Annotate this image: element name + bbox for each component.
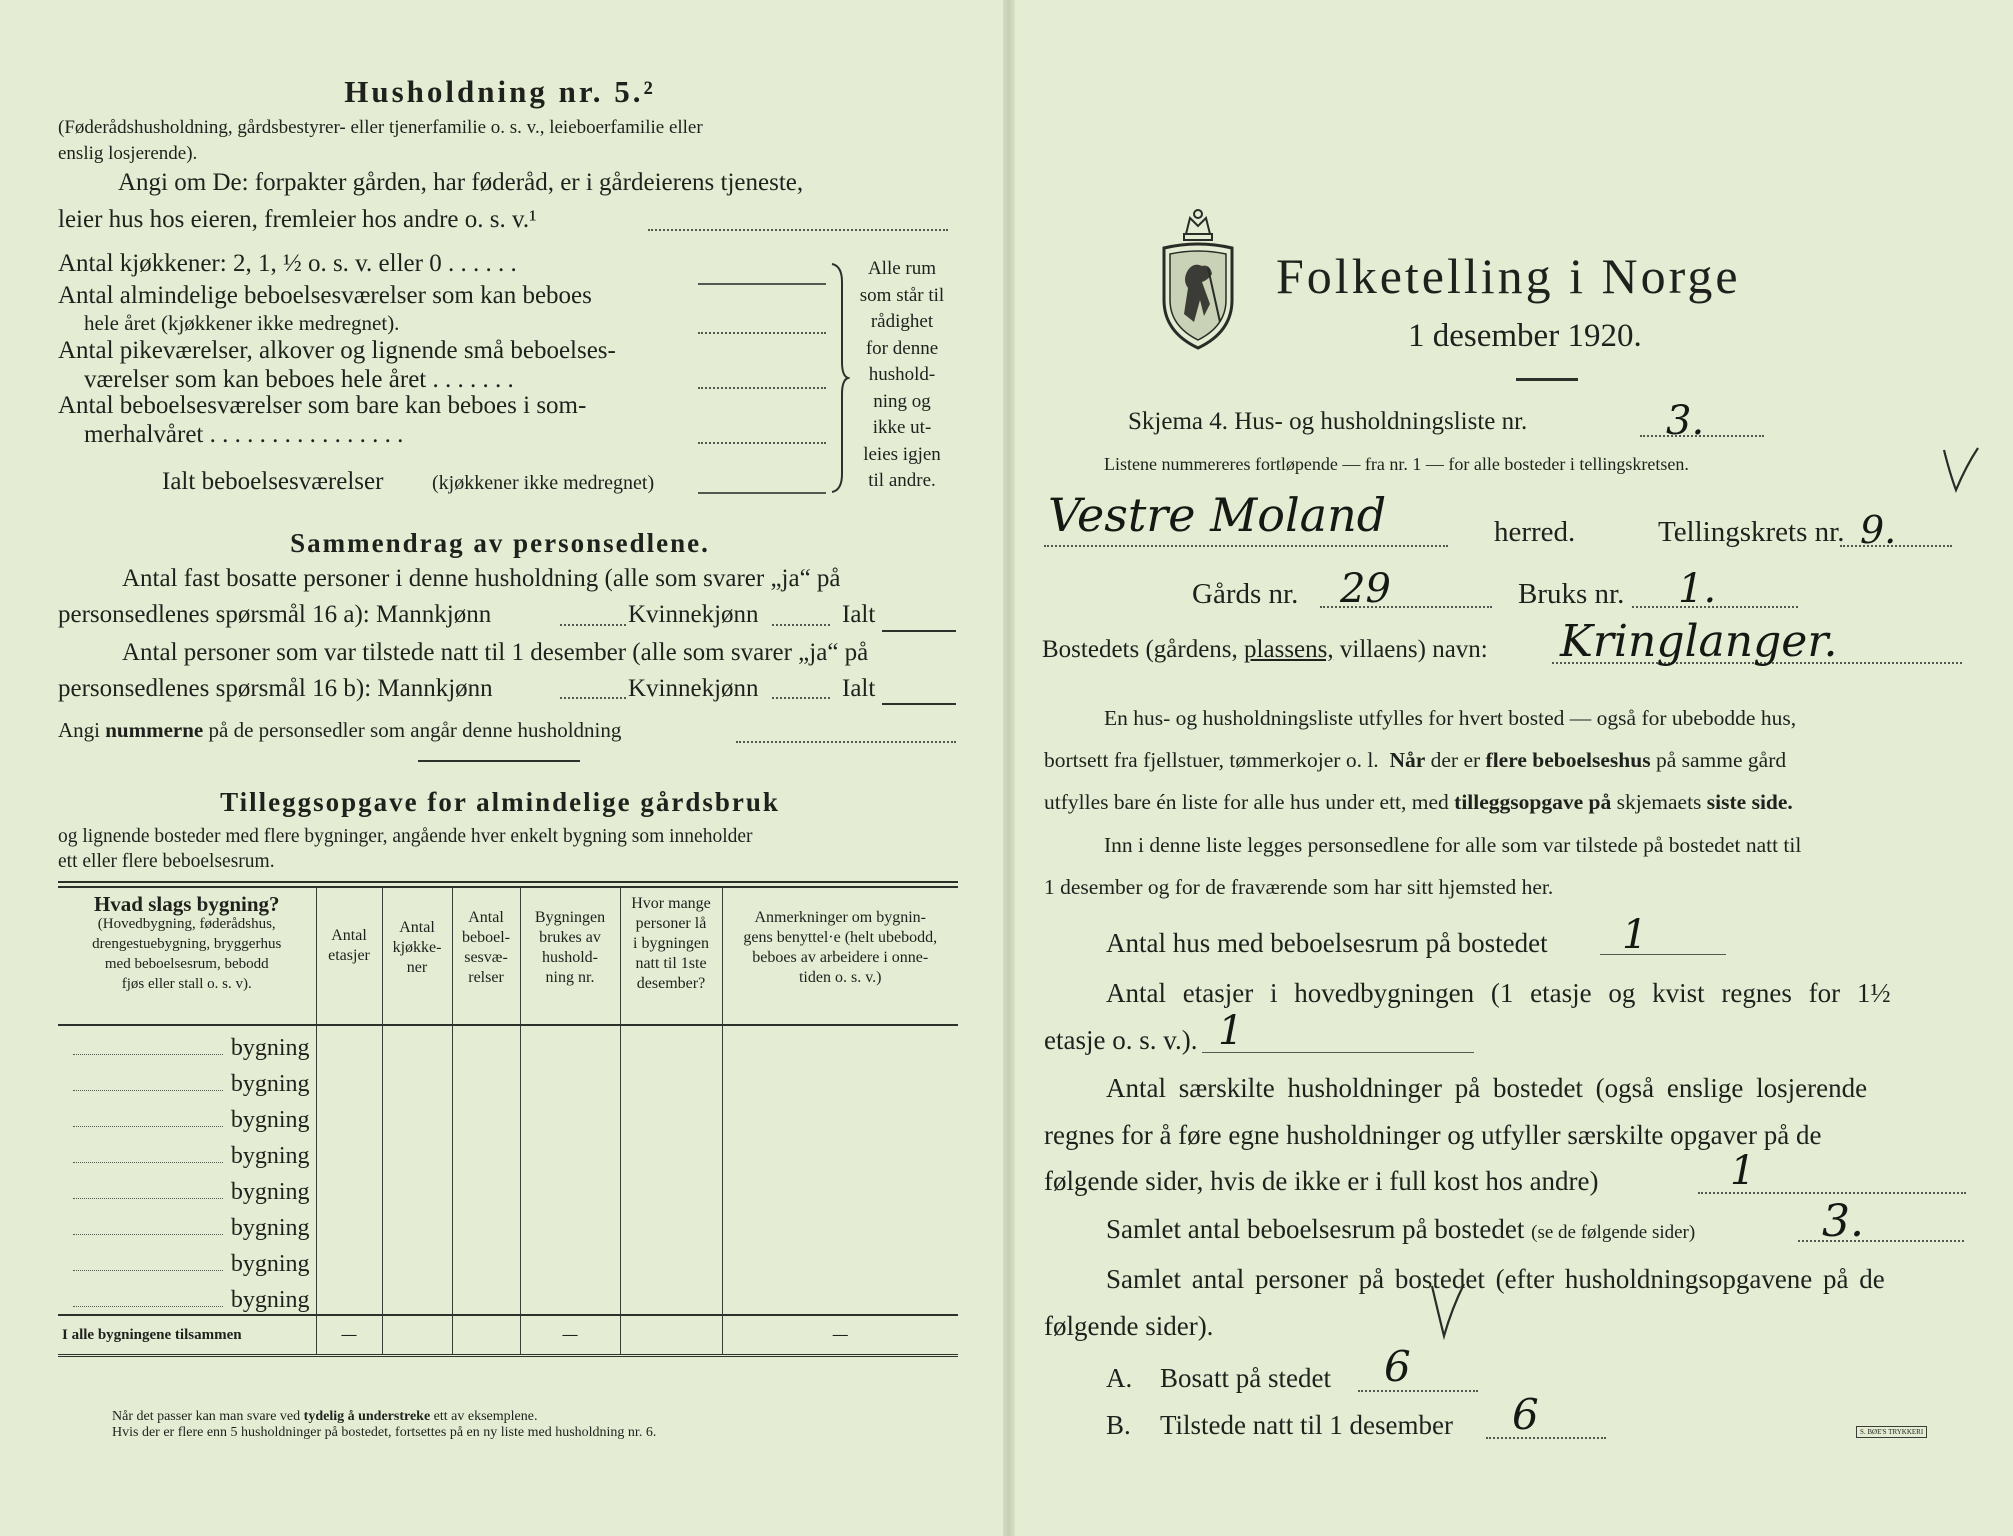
bosted-label-underlined: plassens, [1244, 636, 1334, 663]
used-by-cell[interactable] [520, 1062, 620, 1098]
households-question-3: følgende sider, hvis de ikke er i full kost hos andre) [1044, 1166, 1599, 1196]
municipality-value: Vestre Moland [1048, 488, 1387, 542]
rooms-cell[interactable] [452, 1062, 520, 1098]
building-row[interactable] [58, 1278, 958, 1315]
total-used-by: — [520, 1315, 620, 1356]
rooms-brace [828, 262, 850, 494]
instruction-text: utfylles bare én liste for alle hus under ett, med [1044, 790, 1449, 814]
header-line: ning nr. [545, 969, 595, 986]
resident-women-field[interactable] [772, 624, 830, 626]
household-type-field[interactable] [648, 229, 948, 231]
resident-label: Bosatt på stedet [1160, 1363, 1331, 1393]
total-rooms [452, 1315, 520, 1356]
building-type-cell[interactable] [58, 1062, 316, 1098]
gards-value: 29 [1340, 566, 1391, 612]
building-type-cell[interactable] [58, 1098, 316, 1134]
census-date: 1 desember 1920. [1408, 318, 1642, 354]
summer-rooms-label-1: Antal beboelsesværelser som bare kan beboes i som- [58, 392, 587, 419]
kitchens-cell[interactable] [382, 1170, 452, 1206]
total-floors: — [316, 1315, 382, 1356]
persons-cell[interactable] [620, 1098, 722, 1134]
header-line: desember? [636, 975, 706, 992]
rooms-note [852, 256, 952, 495]
building-type-cell[interactable] [58, 1278, 316, 1315]
right-page [1018, 0, 2013, 1536]
municipality-field[interactable] [1044, 545, 1448, 547]
header-line: hushold- [542, 949, 598, 966]
instruction-text: skjemaets [1616, 790, 1702, 814]
summary-resident-q: Antal fast bosatte personer i denne husholdning (alle som svarer „ja“ på [122, 565, 841, 592]
building-label: bygning [230, 1143, 310, 1169]
instruction-5: 1 desember og for de fraværende som har sitt hjemsted her. [1044, 875, 1554, 899]
check-mark-icon [1940, 444, 1980, 496]
rooms-cell[interactable] [452, 1206, 520, 1242]
ordinary-rooms-label-1: Antal almindelige beboelsesværelser som kan beboes [58, 282, 592, 309]
used-by-cell[interactable] [520, 1242, 620, 1278]
numbers-label-a: Angi [58, 718, 100, 742]
summary-resident-total-label: Ialt [842, 601, 876, 628]
numbers-label-b: nummerne [105, 718, 204, 742]
persons-cell[interactable] [620, 1062, 722, 1098]
households-question-2: regnes for å føre egne husholdninger og utfyller særskilte opgaver på de [1044, 1120, 1822, 1150]
krets-label: Tellingskrets nr. [1658, 516, 1845, 548]
floors-cell[interactable] [316, 1025, 382, 1062]
building-row[interactable] [58, 1134, 958, 1170]
rooms-note-line: ikke ut- [872, 417, 932, 438]
header-line: sesvæ- [464, 949, 508, 966]
rooms-header [452, 888, 520, 1025]
maid-rooms-label-1: Antal pikeværelser, alkover og lignende små beboelses- [58, 337, 616, 364]
instruction-3 [1044, 790, 1793, 815]
total-remarks: — [722, 1315, 958, 1356]
houses-question: Antal hus med beboelsesrum på bostedet [1106, 928, 1548, 958]
building-row[interactable] [58, 1025, 958, 1062]
rooms-cell[interactable] [452, 1278, 520, 1315]
title-rule [1516, 378, 1578, 381]
persons-cell[interactable] [620, 1206, 722, 1242]
houses-value: 1 [1622, 912, 1648, 958]
rooms-note-line: ning og [873, 390, 931, 412]
header-line: Antal [331, 927, 367, 944]
footnote-1 [112, 1409, 537, 1425]
houses-field[interactable] [1600, 954, 1726, 955]
building-label: bygning [230, 1179, 310, 1205]
used-by-header [520, 888, 620, 1025]
building-type-cell[interactable] [58, 1025, 316, 1062]
building-label: bygning [230, 1107, 310, 1133]
bosted-label-part: villaens) navn: [1339, 636, 1488, 663]
summary-present-women-label: Kvinnekjønn [628, 675, 759, 702]
left-page [0, 0, 1000, 1536]
summary-resident-men-label: personsedlenes spørsmål 16 a): Mannkjønn [58, 601, 492, 628]
instruction-4: Inn i denne liste legges personsedlene for alle som var tilstede på bostedet natt til [1104, 833, 1802, 857]
rooms-note-line: rådighet [870, 311, 934, 332]
building-label: bygning [230, 1215, 310, 1241]
header-line: Hvor mange [631, 895, 711, 912]
floors-cell[interactable] [316, 1206, 382, 1242]
building-label: bygning [230, 1071, 310, 1097]
building-row[interactable] [58, 1098, 958, 1134]
header-line: personer lå [635, 915, 707, 932]
household-intro-3: Angi om De: forpakter gården, har føderåd, er i gårdeierens tjeneste, [118, 169, 804, 196]
used-by-cell[interactable] [520, 1170, 620, 1206]
instruction-text: der er [1430, 748, 1481, 772]
section-divider [418, 760, 580, 762]
present-value: 6 [1512, 1390, 1539, 1439]
remarks-cell[interactable] [722, 1170, 958, 1206]
gards-label: Gårds nr. [1192, 578, 1299, 610]
household-intro-1: (Føderådshusholdning, gårdsbestyrer- eller tjenerfamilie o. s. v., leieboerfamilie eller [58, 117, 703, 138]
summary-resident-women-label: Kvinnekjønn [628, 601, 759, 628]
header-line: Antal [399, 919, 435, 936]
remarks-header [722, 888, 958, 1025]
schema-label: Skjema 4. Hus- og husholdningsliste nr. [1128, 408, 1528, 435]
households-question-1: Antal særskilte husholdninger på bostedet (også enslige losjerende [1106, 1073, 1868, 1103]
kitchens-cell[interactable] [382, 1134, 452, 1170]
total-rooms-label: Ialt beboelsesværelser [162, 468, 384, 495]
kitchens-cell[interactable] [382, 1242, 452, 1278]
floors-cell[interactable] [316, 1242, 382, 1278]
building-row[interactable] [58, 1206, 958, 1242]
header-line: natt til 1ste [635, 955, 707, 972]
farm-title: Tilleggsopgave for almindelige gårdsbruk [220, 787, 780, 817]
total-persons [620, 1315, 722, 1356]
header-line: brukes av [539, 929, 601, 946]
footnote-text: ett av eksemplene. [433, 1409, 538, 1424]
persons-question-1: Samlet antal personer på bostedet (efter husholdningsopgavene på de [1106, 1264, 1885, 1294]
remarks-cell[interactable] [722, 1242, 958, 1278]
maid-rooms-label-2: værelser som kan beboes hele året . . . . . . . [84, 366, 514, 393]
bruks-value: 1. [1678, 566, 1717, 612]
present-letter: B. [1106, 1410, 1131, 1440]
total-kitchens [382, 1315, 452, 1356]
header-line: drengestuebygning, bryggerhus [92, 936, 282, 952]
floors-cell[interactable] [316, 1062, 382, 1098]
page-fold [1003, 0, 1015, 1536]
header-line: fjøs eller stall o. s. v). [121, 976, 252, 992]
remarks-cell[interactable] [722, 1278, 958, 1315]
building-label: bygning [230, 1251, 310, 1277]
rooms-question-text: Samlet antal beboelsesrum på bostedet [1106, 1214, 1525, 1244]
floors-cell[interactable] [316, 1098, 382, 1134]
rooms-note-line: Alle rum [867, 258, 937, 279]
header-line: Hvad slags bygning? [93, 892, 280, 916]
ordinary-rooms-label-2: hele året (kjøkkener ikke medregnet). [84, 311, 400, 335]
rooms-note-line: hushold- [868, 364, 936, 385]
ordinary-rooms-field[interactable] [698, 332, 826, 334]
check-mark-icon [1428, 1282, 1468, 1340]
header-line: ner [406, 959, 428, 976]
used-by-cell[interactable] [520, 1025, 620, 1062]
bosted-label-part: Bostedets (gårdens, [1042, 636, 1238, 663]
building-type-cell[interactable] [58, 1134, 316, 1170]
used-by-cell[interactable] [520, 1206, 620, 1242]
table-top-rule [58, 881, 958, 883]
summer-rooms-field[interactable] [698, 442, 826, 444]
header-line: kjøkke- [392, 939, 442, 956]
persons-question-2: følgende sider). [1044, 1311, 1214, 1341]
remarks-cell[interactable] [722, 1134, 958, 1170]
remarks-cell[interactable] [722, 1206, 958, 1242]
rooms-question-note: (se de følgende sider) [1531, 1222, 1696, 1243]
remarks-cell[interactable] [722, 1025, 958, 1062]
instruction-text: bortsett fra fjellstuer, tømmerkojer o. l. [1044, 748, 1379, 772]
building-row[interactable] [58, 1062, 958, 1098]
farm-intro-1: og lignende bosteder med flere bygninger, angående hver enkelt bygning som inneholder [58, 826, 753, 847]
persons-cell[interactable] [620, 1134, 722, 1170]
total-rooms-field[interactable] [698, 492, 826, 494]
header-line: Antal [468, 909, 504, 926]
herred-label: herred. [1494, 516, 1576, 548]
header-line: beboel- [462, 929, 510, 946]
floors-cell[interactable] [316, 1134, 382, 1170]
building-type-cell[interactable] [58, 1242, 316, 1278]
rooms-question [1106, 1214, 1695, 1245]
numbers-row [58, 718, 621, 743]
rooms-cell[interactable] [452, 1025, 520, 1062]
buildings-table [58, 888, 958, 1357]
buildings-header-row [58, 888, 958, 1025]
rooms-note-line: til andre. [868, 470, 936, 491]
instruction-2 [1044, 748, 1786, 773]
header-line: med beboelsesrum, bebodd [104, 956, 269, 972]
kitchens-label: Antal kjøkkener: 2, 1, ½ o. s. v. eller 0 . . . . . . [58, 250, 517, 277]
resident-total-field[interactable] [882, 630, 956, 632]
maid-rooms-field[interactable] [698, 387, 826, 389]
kitchens-cell[interactable] [382, 1206, 452, 1242]
numbers-field[interactable] [736, 741, 956, 743]
used-by-cell[interactable] [520, 1134, 620, 1170]
footnote-2: Hvis der er flere enn 5 husholdninger på bostedet, fortsettes på en ny liste med husholdning nr. 6. [112, 1425, 657, 1440]
rooms-note-line: for denne [865, 337, 939, 359]
remarks-cell[interactable] [722, 1062, 958, 1098]
total-label: I alle bygningene tilsammen [58, 1315, 316, 1356]
header-line: i bygningen [633, 935, 709, 952]
household-intro-2: enslig losjerende). [58, 143, 198, 164]
bosted-value: Kringlanger. [1560, 616, 1838, 667]
floors-header [316, 888, 382, 1025]
household-intro-4: leier hus hos eieren, fremleier hos andre o. s. v.¹ [58, 206, 537, 233]
summary-present-men-label: personsedlenes spørsmål 16 b): Mannkjønn [58, 675, 493, 702]
header-line: gens benyttel·e (helt ubebodd, [743, 929, 938, 946]
summary-present-q: Antal personer som var tilstede natt til 1 desember (alle som svarer „ja“ på [122, 639, 869, 666]
persons-cell[interactable] [620, 1278, 722, 1315]
rooms-cell[interactable] [452, 1242, 520, 1278]
building-label: bygning [230, 1035, 310, 1061]
used-by-cell[interactable] [520, 1278, 620, 1315]
census-title: Folketelling i Norge [1276, 248, 1741, 304]
list-number-value: 3. [1666, 398, 1705, 444]
persons-header [620, 888, 722, 1025]
header-line: etasjer [328, 947, 370, 964]
instruction-bold: flere beboelseshus [1485, 748, 1651, 772]
header-line: Anmerkninger om bygnin- [754, 909, 927, 926]
floors-question-2: etasje o. s. v.). [1044, 1025, 1198, 1055]
floors-question-1: Antal etasjer i hovedbygningen (1 etasje og kvist regnes for 1½ [1106, 978, 1891, 1008]
persons-cell[interactable] [620, 1170, 722, 1206]
header-line: tiden o. s. v.) [798, 969, 882, 986]
kitchens-cell[interactable] [382, 1025, 452, 1062]
resident-letter: A. [1106, 1363, 1133, 1393]
rooms-note-line: som står til [859, 284, 945, 306]
kitchens-cell[interactable] [382, 1062, 452, 1098]
building-row[interactable] [58, 1242, 958, 1278]
instruction-bold: tilleggsopgave på [1454, 790, 1612, 814]
resident-men-field[interactable] [560, 624, 626, 626]
building-type-header [58, 888, 316, 1025]
kitchens-field[interactable] [698, 283, 826, 285]
households-value: 1 [1730, 1148, 1756, 1194]
footnote-emphasis: tydelig å understreke [303, 1409, 431, 1424]
instruction-bold: siste side. [1706, 790, 1793, 814]
header-line: relser [468, 969, 504, 986]
instruction-bold: Når [1389, 748, 1426, 772]
instruction-1: En hus- og husholdningsliste utfylles for hvert bosted — også for ubebodde hus, [1104, 706, 1797, 730]
instruction-text: på samme gård [1655, 748, 1787, 772]
numbers-label-c: på de personsedler som angår denne husholdning [208, 718, 622, 742]
persons-cell[interactable] [620, 1242, 722, 1278]
coat-of-arms-icon [1158, 204, 1238, 352]
printer-mark: S. BØE'S TRYKKERI [1856, 1426, 1927, 1438]
building-label: bygning [230, 1287, 310, 1313]
used-by-cell[interactable] [520, 1098, 620, 1134]
building-type-cell[interactable] [58, 1206, 316, 1242]
summary-title: Sammendrag av personsedlene. [290, 528, 710, 558]
floors-cell[interactable] [316, 1170, 382, 1206]
kitchens-cell[interactable] [382, 1278, 452, 1315]
total-rooms-note: (kjøkkener ikke medregnet) [432, 472, 655, 494]
buildings-total-row [58, 1315, 958, 1356]
farm-intro-2: ett eller flere beboelsesrum. [58, 851, 275, 872]
resident-value: 6 [1384, 1342, 1411, 1391]
bruks-label: Bruks nr. [1518, 578, 1625, 610]
header-line: beboes av arbeidere i onne- [752, 949, 929, 966]
household-title: Husholdning nr. 5.² [344, 74, 656, 109]
building-row[interactable] [58, 1170, 958, 1206]
resident-field[interactable] [1358, 1390, 1478, 1392]
header-line: Bygningen [534, 909, 606, 926]
rooms-note-line: leies igjen [863, 443, 941, 465]
kitchens-cell[interactable] [382, 1098, 452, 1134]
present-label: Tilstede natt til 1 desember [1160, 1410, 1453, 1440]
present-women-field[interactable] [772, 697, 830, 699]
numbering-note: Listene nummereres fortløpende — fra nr. 1 — for alle bosteder i tellingskretsen. [1104, 454, 1689, 474]
footnote-text: Når det passer kan man svare ved [112, 1409, 301, 1424]
remarks-cell[interactable] [722, 1098, 958, 1134]
header-line: (Hovedbygning, føderådshus, [97, 916, 276, 932]
persons-cell[interactable] [620, 1025, 722, 1062]
kitchens-header [382, 888, 452, 1025]
summer-rooms-label-2: merhalvåret . . . . . . . . . . . . . . . . [84, 421, 404, 448]
floors-cell[interactable] [316, 1278, 382, 1315]
krets-value: 9. [1860, 508, 1897, 552]
building-type-cell[interactable] [58, 1170, 316, 1206]
rooms-total-value: 3. [1822, 1196, 1864, 1247]
present-field[interactable] [1486, 1437, 1606, 1439]
present-men-field[interactable] [560, 697, 626, 699]
rooms-cell[interactable] [452, 1098, 520, 1134]
floors-value: 1 [1218, 1008, 1244, 1054]
present-total-field[interactable] [882, 703, 956, 705]
summary-present-total-label: Ialt [842, 675, 876, 702]
rooms-cell[interactable] [452, 1170, 520, 1206]
bosted-label [1042, 636, 1488, 664]
rooms-cell[interactable] [452, 1134, 520, 1170]
